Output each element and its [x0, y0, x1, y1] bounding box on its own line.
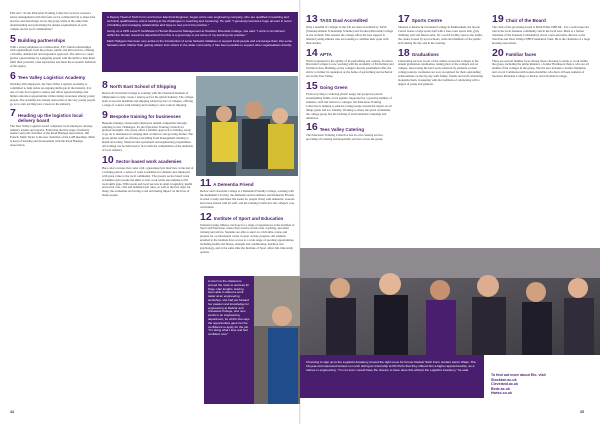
- intro-paragraph: Full said: "At the Education Training Collective we have created a senior management team that feels we be collaboratively to share best practice and knowledge across the group while at the same time understanding and prioritising the unique requirements of each campus and its local communities.": [10, 11, 96, 31]
- purple-quote-box: [102, 12, 298, 72]
- right-column-1: [306, 12, 394, 145]
- contact-link-stockton[interactable]: Stockton.ac.uk: [491, 377, 517, 382]
- logistics-story-banner: [300, 355, 484, 398]
- student-story-overlay: [204, 276, 254, 404]
- left-column-1: [10, 12, 96, 151]
- section-title-9: 9 Bespoke training for businesses: [102, 108, 181, 121]
- section-body-16: The Education Training Collective has its own catering service, providing all catering and hospitality services across the group.: [306, 133, 384, 142]
- left-page-number: 34: [10, 410, 14, 414]
- contact-link-bede[interactable]: Bede.ac.uk: [491, 386, 510, 391]
- section-title-13: 13 TASS Dual Accredited: [306, 13, 368, 25]
- section-body-19: The chair of the governing board is Mark White OBE DL. It is a well respected role in the local business community and in the local area. Mark is a former chairman of the Teesside Constabulary and is a non-executive director at the Tees Esk and Wear Valleys NHS Foundation Trust. He is the chairman of a large housing association.: [492, 25, 590, 45]
- section-body-17: Situated at Redcar & Cleveland College in Kirkleatham, the Sports Centre boasts a large sports hall with a four-court sports hall, gym, climbing wall and fitness suite. It's a social facility open to the public, the centre is used by local schools, clubs and members of the public, both during the day and in the evening.: [398, 25, 484, 45]
- section-body-10: Here, short courses that come with a guaranteed job interview at the end of a training period, a series of work academies for students and employers with great value to the local community. The group's sector-based work academies give people the skills to start work while also helping to fill local skills gaps. With recent and local success in retail, hospitality, health and social care, civil and industrial job roles, as well as the first steps for many, the academies are having a real and lasting impact on the lives of many people.: [102, 165, 194, 198]
- section-title-7: 7 Heading up the logistics local delivery board: [10, 107, 83, 123]
- section-title-20: 20 Familiar faces: [492, 46, 537, 59]
- section-body-13: Only a handful of colleges in the UK are dual accredited by TASS (Talented Athlete Scholarship Scheme) and Stockton Riverside College is one of them. This ensures the college offers the best support to talented young athletes who are looking to combine their sport with their studies.: [306, 25, 394, 45]
- left-column-2: [102, 78, 194, 201]
- section-body-5: With a strong emphasis on collaboration, ETC builds relationships with organisations from the private, public and third sectors, offering a flexible, demand-led and responsive approach. The aim is to create greater opportunities by equipping people with the skills to help them fulfil their potential, raise aspirations and meet the economic demands of the region.: [10, 44, 96, 69]
- section-body-14: Well recognised for the quality of its performing arts courses, Stockton Riverside College is now working with the Academy of Performing and Technical Arts. Building on the college's already established offer, the aim is to further its reputation as the home of performing and technical arts in the Tees Valley.: [306, 58, 394, 79]
- quote-paragraph-2: Going on a CPD Level 5 Certificate in Human Resource Management at Stockton Riverside College, she said: "I work in recruitment within the human resources department but this is a great way to put some of my learning into practise.": [107, 29, 285, 38]
- section-body-7: The Tees Valley Logistics board comprises local employers and key industry leaders and experts. Following the first stage of industry leaders and joint chairmen of the Road Haulage Association, Jim French, Mark Taylor is the new chairman of the LAB meetings. Mark is head of learning and development with the Road Haulage Association.: [10, 123, 95, 148]
- right-page-number: 35: [580, 410, 584, 414]
- section-body-6: Working with employers, the Tees Valley Logistics Academy is committed to help tackle an ongoing skills gap in the industry. It is one of only four logistics centres and offers apprenticeships and higher education opportunities while raising awareness among young people. The academy has already seen some of the very young people go on to start exciting new careers in the industry.: [10, 81, 96, 106]
- quote-paragraph-3: Mark Hodgson has been very active in the introduction of some fantastic initiatives to support local people and encourage them into some fantastic work. Rather than getting advice from others in the wider community, it has been possible to support other organisations directly.: [107, 39, 293, 48]
- right-column-2: [398, 12, 486, 89]
- section-title-5: 5 Building partnerships: [10, 32, 66, 45]
- section-title-15: 15 Going Green: [306, 80, 348, 93]
- left-column-3: [200, 176, 296, 257]
- section-body-18: Celebrating success is part of the culture across the colleges at the annual graduation ceremonies, taking place at the colleges and on campus, showcasing the hard work achieved by students on their college journey. Graduates are now recognised for their outstanding achievements on the big day with family, friends and staff celebrating alongside them, in keeping with the traditions of celebrating with a degree of pomp and glamour.: [398, 58, 483, 86]
- section-title-19: 19 Chair of the Board: [492, 13, 546, 25]
- section-body-9: Bespoke training courses help employers remain competitive through adapting to new challenges. It's the Education Training Collective's greatest strengths. The group offers a flexible approach to training, ready to go on to businesses in shaping their workforce and growing further. The group prides itself on offering everything from management training to health and safety, financial and operational and engineering programmes. All training can be delivered to fit in with the complexities of the demands of local industry.: [102, 120, 193, 152]
- section-body-15: From recycling to reducing plastic usage, the group has placed sustainability firmly on its agenda. Supported by a growing number of students, staff and visitors to colleges, the Education Training Collective is helping to educate young people around the region on all things green and eco friendly. Working to shape the green credentials, the college group has the backing of environmental campaign and initiatives.: [306, 92, 392, 120]
- section-body-8: Redcar & Cleveland College is working with the Chartered Institute of Shipbrokers to help create a talent pool for the global industry. The college leads across the maritime and shipping related sectors of colleges, offering a range of courses with training and looking to start work in shipping.: [102, 91, 194, 107]
- section-title-14: 14 APTA: [306, 46, 332, 59]
- section-title-6: 6 Tees Valley Logistics Academy: [10, 69, 86, 82]
- section-title-12: 12 Institute of Sport and Education: [200, 210, 284, 223]
- section-title-10: 10 Sector-based work academies: [102, 153, 182, 166]
- right-column-3: [492, 12, 590, 82]
- students-photo-top: [196, 76, 298, 176]
- logistics-story-text: Choosing to sign up to the Logistics Academy proved the right move for former Redcar Sixth Form student Aaron Wade. The 18-year-old impressed bosses so much during an internship at PD Ports that they offered him a higher apprenticeship, as a trainee in engineering. "I'm not sure I would have the chance to have done this without the Logistics Academy," he said.: [306, 360, 476, 372]
- section-body-11: Redcar and Cleveland College is a Dementia Friendly College, working with the Alzheimer's Society, the Dementia Action Alliance and Dementia Friends in order to help and make life easier for people living with dementia. Lessons have been shared with all staff, and the training is built into the college's core curriculum.: [200, 189, 295, 209]
- section-title-11: 11 A Dementia Friend: [200, 177, 254, 189]
- contact-link-hwtsc[interactable]: Hwtsc.co.uk: [491, 391, 512, 395]
- section-title-8: 8 North East School of Shipping: [102, 79, 177, 91]
- students-photo-top-image: [196, 76, 298, 176]
- quote-paragraph-1: A Deputy Head of Sixth Form and former Electrical Engineer, began at his own engineering company, who are qualified in teaching and technical qualifications, and is looking at the challenges in coaching and mentoring. He said: "I genuinely learned a huge amount in terms of building and managing relationships and hope to now put it into practice.": [107, 15, 292, 27]
- graduation-photo-image: [300, 248, 600, 355]
- section-body-20: There are several familiar faces among those choosing to study or work within the group, including the prime minister, a former Hartlepool mayor, who are all alumni of the colleges in the group. The list also includes a former Olympian and a local Commonwealth Games medallist, who have all been students of Stockton Riverside College or Redcar and Cleveland College.: [492, 58, 589, 79]
- student-photo-bottom-image: [248, 276, 300, 404]
- section-title-17: 17 Sports Centre: [398, 13, 443, 25]
- section-body-12: Talented young athletes can hope for a range of experiences at the Institute of Sport and Education, where they receive world-class coaching, specialist training and advice. Students are able to enrol on a full-time course and prepare for a professional career in sport as they progress. All students enrolled at the institute have access to a wide range of sporting opportunities, including health and fitness, strength and conditioning, nutrition and psychology, and at the same time the Institute of Sport offers full-time study options.: [200, 222, 295, 254]
- student-photo-bottom: [248, 276, 300, 404]
- section-title-18: 18 Graduations: [398, 46, 439, 59]
- contact-lead: To find out more about Etc. visit: [491, 373, 546, 377]
- contact-link-cleveland[interactable]: Cleveland.ac.uk: [491, 382, 519, 386]
- contact-block: [491, 373, 591, 396]
- section-title-16: 16 Tees Valley Catering: [306, 121, 365, 134]
- student-story-text: A return to the classroom proved the route to success for Kaye. Hair lengths. Having been able to attend a work taster at an engineering workshop, she had put forward her passion and knowledge for engineering at Redcar and Cleveland College, and now works in an engineering department, for which she says the opportunities gave her the confidence to apply for the job. "I'm doing what I love and feel confident now.": [208, 279, 250, 337]
- graduation-photo: [300, 248, 600, 355]
